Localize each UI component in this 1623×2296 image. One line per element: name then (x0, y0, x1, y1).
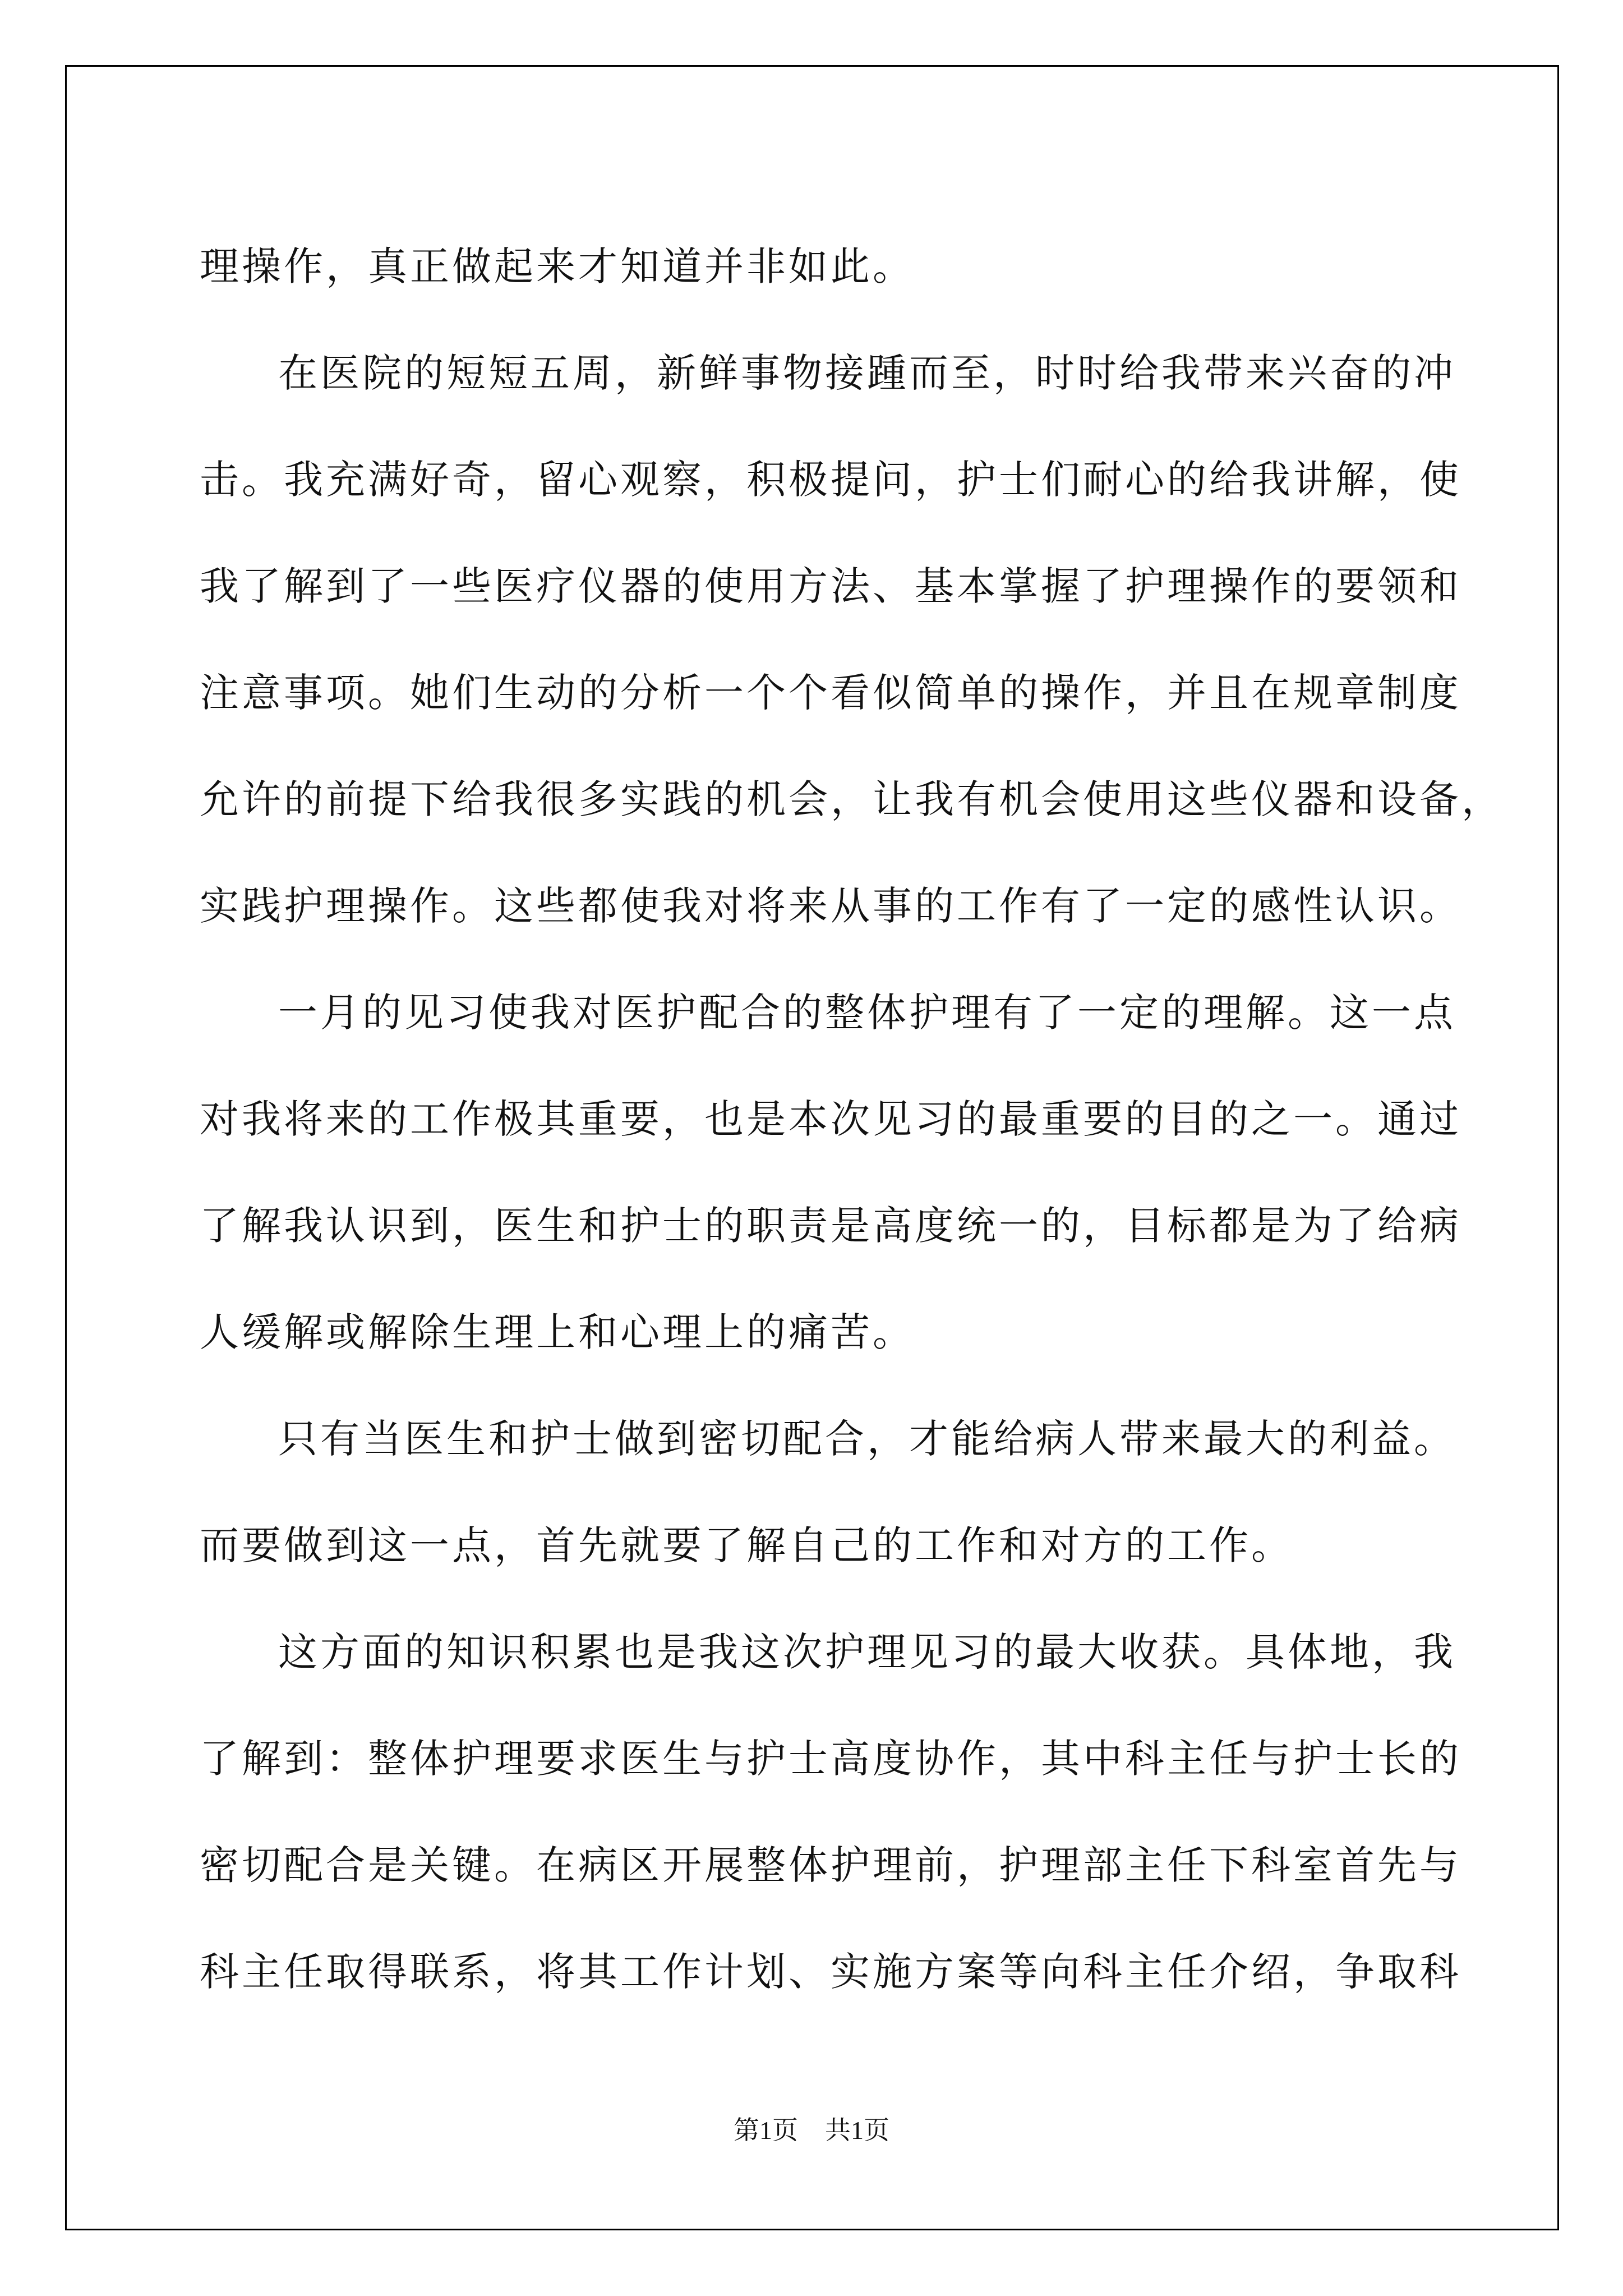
text-line-content: 这方面的知识积累也是我这次护理见习的最大收获。具体地，我 (278, 1629, 1456, 1675)
text-line-content: 我了解到了一些医疗仪器的使用方法、基本掌握了护理操作的要领和 (200, 563, 1461, 609)
text-line (200, 1492, 1433, 1599)
text-line (200, 1066, 1461, 1172)
text-line-content: 人缓解或解除生理上和心理上的痛苦。 (200, 1309, 915, 1355)
text-line-content: 只有当医生和护士做到密切配合，才能给病人带来最大的利益。 (278, 1416, 1456, 1462)
text-line-content: 了解我认识到，医生和护士的职责是高度统一的，目标都是为了给病 (200, 1203, 1461, 1249)
text-line (200, 533, 1461, 639)
text-line (200, 959, 1456, 1066)
text-line-content: 在医院的短短五周，新鲜事物接踵而至，时时给我带来兴奋的冲 (278, 350, 1456, 396)
document-body (200, 213, 1504, 2025)
text-line (200, 1705, 1461, 1812)
text-line-content: 击。我充满好奇，留心观察，积极提问，护士们耐心的给我讲解，使 (200, 457, 1461, 503)
page-footer (0, 2114, 1623, 2147)
text-line (200, 1599, 1456, 1705)
text-line-content: 一月的见习使我对医护配合的整体护理有了一定的理解。这一点 (278, 990, 1456, 1036)
text-line-content: 而要做到这一点，首先就要了解自己的工作和对方的工作。 (200, 1522, 1293, 1568)
text-line (200, 853, 1461, 959)
text-line-content: 实践护理操作。这些都使我对将来从事的工作有了一定的感性认识。 (200, 883, 1461, 929)
page-number: 第1页 (734, 2116, 798, 2145)
text-line (200, 213, 1433, 320)
text-line (200, 1172, 1461, 1279)
text-line (200, 1918, 1461, 2025)
text-line (200, 639, 1461, 746)
text-line (200, 1279, 1433, 1386)
text-line-content: 注意事项。她们生动的分析一个个看似简单的操作，并且在规章制度 (200, 670, 1461, 716)
text-line (200, 1386, 1456, 1492)
text-line-content: 理操作，真正做起来才知道并非如此。 (200, 243, 915, 289)
text-line (200, 426, 1461, 533)
total-pages: 共1页 (825, 2116, 889, 2145)
text-line-content: 密切配合是关键。在病区开展整体护理前，护理部主任下科室首先与 (200, 1842, 1461, 1888)
text-line-content: 允许的前提下给我很多实践的机会，让我有机会使用这些仪器和设备， (200, 776, 1504, 822)
text-line (200, 1812, 1461, 1918)
text-line (200, 320, 1456, 426)
text-line-content: 科主任取得联系，将其工作计划、实施方案等向科主任介绍，争取科 (200, 1949, 1461, 1995)
text-line-content: 了解到：整体护理要求医生与护士高度协作，其中科主任与护士长的 (200, 1736, 1461, 1782)
text-line-content: 对我将来的工作极其重要，也是本次见习的最重要的目的之一。通过 (200, 1096, 1461, 1142)
text-line (200, 746, 1504, 853)
